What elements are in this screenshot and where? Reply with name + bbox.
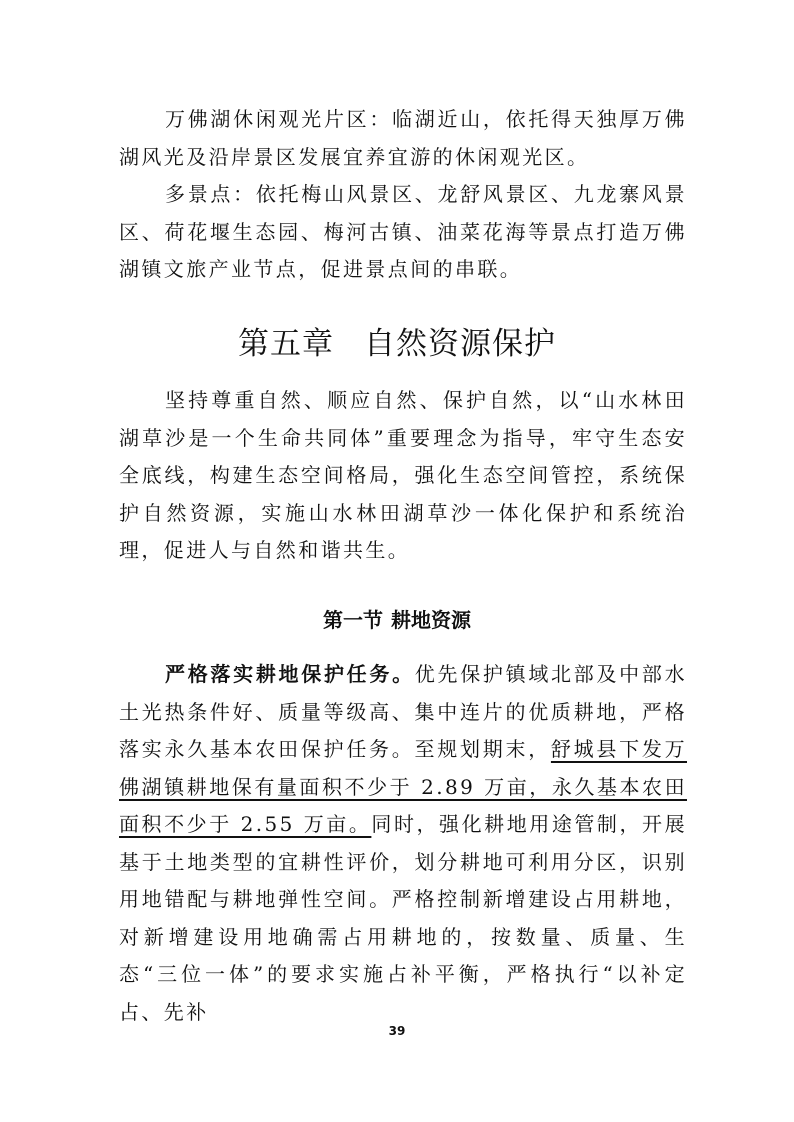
paragraph-lead-heading: 严格落实耕地保护任务。 bbox=[165, 662, 415, 686]
paragraph-text-part-1: 优先保护镇域北部及中部水土光热条件好、质量等级高、集中连片的优质耕地，严格落实永久基本农田保护任务。至规划期末， bbox=[119, 662, 687, 761]
underlined-farmland-targets: 舒城县下发万佛湖镇耕地保有量面积不少于 2.89 万亩，永久基本农田面积不少于 2.55 万亩。 bbox=[119, 737, 687, 836]
chapter-name: 自然资源保护 bbox=[364, 326, 556, 362]
paragraph-text-part-2: 同时，强化耕地用途管制，开展基于土地类型的宜耕性评价，划分耕地可利用分区，识别用地错配与耕地弹性空间。严格控制新增建设占用耕地，对新增建设用地确需占用耕地的，按数量、质量、生态“三位一体”的要求实施占补平衡，严格执行“以补定占、先补 bbox=[119, 812, 687, 1024]
chapter-number: 第五章 bbox=[238, 326, 334, 362]
paragraph-scenic-spots: 多景点：依托梅山风景区、龙舒风景区、九龙寨风景区、荷花堰生态园、梅河古镇、油菜花海等景点打造万佛湖镇文旅产业节点，促进景点间的串联。 bbox=[119, 182, 687, 281]
paragraph-chapter-intro: 坚持尊重自然、顺应自然、保护自然，以“山水林田湖草沙是一个生命共同体”重要理念为指导，牢守生态安全底线，构建生态空间格局，强化生态空间管控，系统保护自然资源，实施山水林田湖草沙一体化保护和系统治理，促进人与自然和谐共生。 bbox=[119, 388, 687, 562]
paragraph-farmland-protection bbox=[119, 656, 687, 1031]
page-number: 39 bbox=[388, 1024, 406, 1038]
paragraph-wanfohu-leisure-zone: 万佛湖休闲观光片区：临湖近山，依托得天独厚万佛湖风光及沿岸景区发展宜养宜游的休闲观光区。 bbox=[119, 107, 687, 169]
section-title bbox=[0, 604, 794, 633]
section-name: 耕地资源 bbox=[391, 608, 471, 632]
section-number: 第一节 bbox=[323, 608, 383, 632]
chapter-title bbox=[0, 318, 794, 363]
